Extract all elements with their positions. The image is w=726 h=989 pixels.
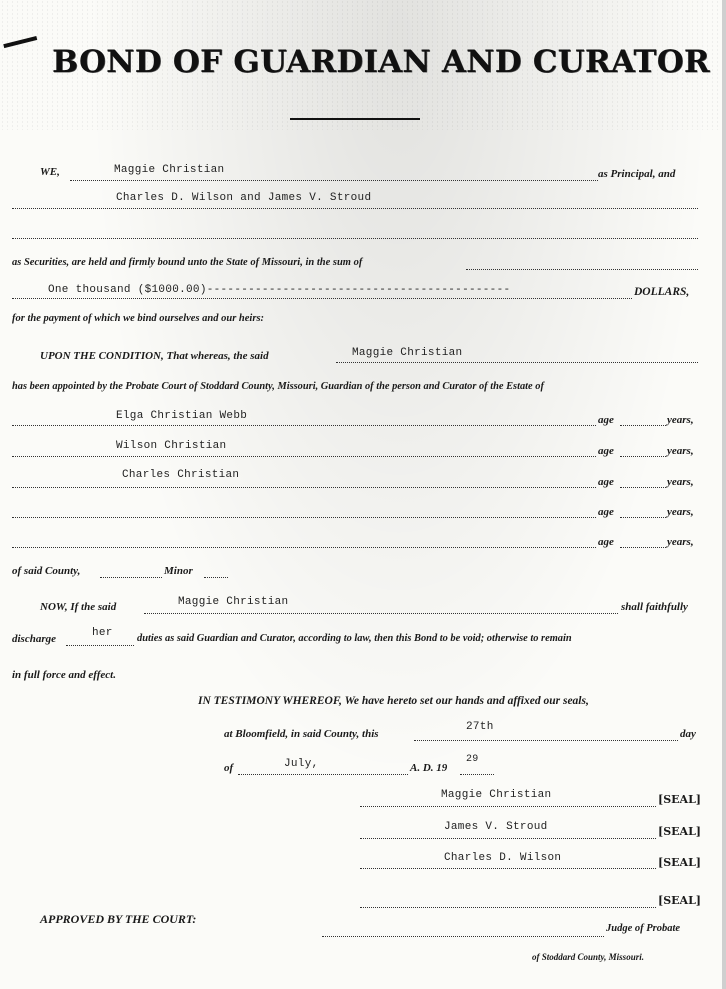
minor-age-label-3: age — [598, 476, 614, 488]
condition-label: UPON THE CONDITION, That whereas, the said — [40, 350, 269, 362]
pronoun: her — [92, 627, 113, 639]
approved-label: APPROVED BY THE COURT: — [40, 912, 197, 926]
minor-age-line-5 — [620, 547, 666, 548]
minor-age-label-4: age — [598, 506, 614, 518]
blank-line — [12, 238, 698, 239]
year-value: 29 — [466, 754, 479, 765]
principal-line — [70, 180, 598, 181]
sum-lead-line — [466, 269, 698, 270]
minor-tail-line — [204, 577, 228, 578]
minor-line-4 — [12, 517, 596, 518]
seal-label-1: [SEAL] — [658, 793, 702, 806]
signature-name-2: James V. Stroud — [444, 821, 548, 833]
minor-years-label-3: years, — [667, 476, 694, 488]
minor-age-label-1: age — [598, 414, 614, 426]
discharge-label: discharge — [12, 633, 56, 645]
day-value: 27th — [466, 721, 494, 733]
day-line — [414, 740, 678, 741]
day-label: day — [680, 728, 696, 740]
sum-line — [12, 298, 632, 299]
testimony-text: IN TESTIMONY WHEREOF, We have hereto set our hands and affixed our seals, — [198, 695, 589, 707]
signature-name-1: Maggie Christian — [441, 789, 552, 801]
signature-line-3 — [360, 868, 656, 869]
judge-label: Judge of Probate — [606, 923, 681, 934]
sum-text: One thousand ($1000.00)-------------------------------------------- — [48, 284, 511, 296]
appointed-text: has been appointed by the Probate Court of Stoddard County, Missouri, Guardian of the person and Curator of the Estate of — [12, 381, 544, 392]
of-label: of — [224, 762, 234, 774]
county-approval-label: of Stoddard County, Missouri. — [532, 952, 644, 962]
securities-names: Charles D. Wilson and James V. Stroud — [116, 192, 372, 204]
minor-age-label-2: age — [598, 445, 614, 457]
minor-age-label-5: age — [598, 536, 614, 548]
force-text: in full force and effect. — [12, 669, 116, 681]
minor-line-3 — [12, 487, 596, 488]
duties-text: duties as said Guardian and Curator, according to law, then this Bond to be void; otherwise to remain — [137, 633, 572, 644]
minor-years-label-1: years, — [667, 414, 694, 426]
dollars-label: DOLLARS, — [634, 286, 690, 298]
minor-age-line-3 — [620, 487, 666, 488]
signature-name-3: Charles D. Wilson — [444, 852, 562, 864]
year-prefix: A. D. 19 — [410, 762, 448, 774]
county-line — [100, 577, 162, 578]
minor-years-label-2: years, — [667, 445, 694, 457]
minor-years-label-4: years, — [667, 506, 694, 518]
county-label: of said County, — [12, 565, 81, 577]
signature-line-2 — [360, 838, 656, 839]
now-name: Maggie Christian — [178, 596, 289, 608]
pronoun-line — [66, 645, 134, 646]
arrow-mark-icon — [3, 36, 38, 54]
principal-name: Maggie Christian — [114, 164, 225, 176]
now-label: NOW, If the said — [40, 601, 117, 613]
title-underline — [290, 118, 420, 120]
seal-label-2: [SEAL] — [658, 825, 702, 838]
minor-age-line-2 — [620, 456, 666, 457]
month-value: July, — [284, 758, 319, 770]
signature-line-1 — [360, 806, 656, 807]
bound-text: as Securities, are held and firmly bound unto the State of Missouri, in the sum of — [12, 257, 363, 268]
minor-label: Minor — [164, 565, 193, 577]
now-line — [144, 613, 618, 614]
month-line — [238, 774, 408, 775]
minor-age-line-4 — [620, 517, 666, 518]
seal-label-4: [SEAL] — [658, 894, 702, 907]
payment-text: for the payment of which we bind ourselves and our heirs: — [12, 313, 265, 324]
we-label: WE, — [40, 166, 60, 178]
minor-age-line-1 — [620, 425, 666, 426]
document-title: BOND OF GUARDIAN AND CURATOR — [52, 44, 710, 80]
as-principal-label: as Principal, and — [598, 168, 676, 180]
minor-line-5 — [12, 547, 596, 548]
minor-name-3: Charles Christian — [122, 469, 240, 481]
page-edge — [722, 0, 726, 989]
minor-name-1: Elga Christian Webb — [116, 410, 248, 422]
securities-line — [12, 208, 698, 209]
faithfully-label: shall faithfully — [621, 601, 688, 613]
judge-line — [322, 936, 604, 937]
condition-name: Maggie Christian — [352, 347, 463, 359]
condition-line — [336, 362, 698, 363]
minor-name-2: Wilson Christian — [116, 440, 227, 452]
signature-line-4 — [360, 907, 656, 908]
minor-line-1 — [12, 425, 596, 426]
place-text: at Bloomfield, in said County, this — [224, 728, 379, 740]
seal-label-3: [SEAL] — [658, 856, 702, 869]
year-line — [460, 774, 494, 775]
minor-line-2 — [12, 456, 596, 457]
minor-years-label-5: years, — [667, 536, 694, 548]
